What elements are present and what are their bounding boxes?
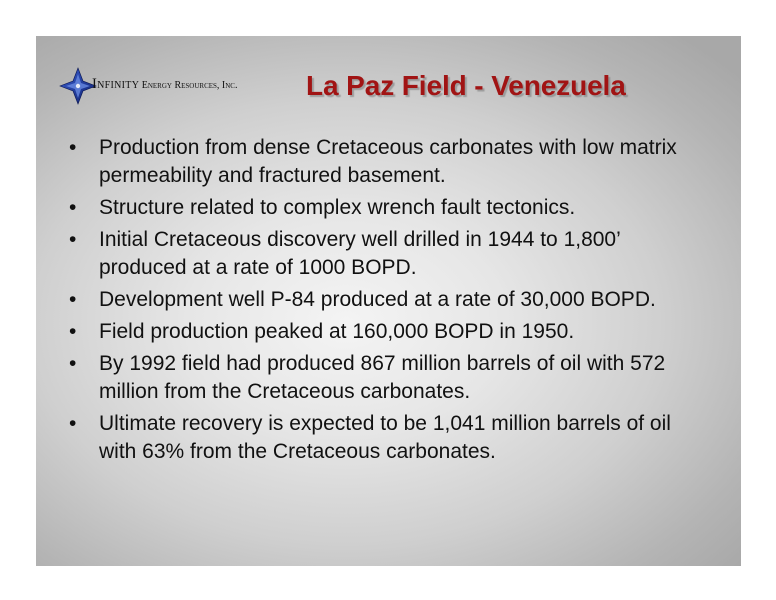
bullet-text: Field production peaked at 160,000 BOPD in 1950.: [99, 320, 575, 343]
company-logo-text: [92, 76, 237, 93]
slide: [36, 36, 741, 566]
slide-title: La Paz Field - Venezuela: [306, 70, 626, 101]
bullet-dot: •: [69, 352, 77, 375]
bullet-text: Structure related to complex wrench fault tectonics.: [99, 196, 576, 219]
bullet-item: [66, 194, 706, 222]
bullet-dot: •: [69, 320, 77, 343]
bullet-text: Production from dense Cretaceous carbonates with low matrix permeability and fractured basement.: [99, 136, 677, 187]
bullet-dot: •: [69, 136, 77, 159]
bullet-item: [66, 286, 706, 314]
bullet-dot: •: [69, 288, 77, 311]
bullet-item: [66, 318, 706, 346]
company-name: Infinity: [92, 76, 140, 92]
company-suffix: Energy Resources, Inc.: [141, 80, 238, 91]
bullet-dot: •: [69, 412, 77, 435]
bullet-text: Initial Cretaceous discovery well drilled in 1944 to 1,800’ produced at a rate of 1000 BOPD.: [99, 228, 621, 279]
bullet-text: By 1992 field had produced 867 million barrels of oil with 572 million from the Cretaceous carbonates.: [99, 352, 666, 403]
bullet-item: [66, 410, 706, 466]
bullet-item: [66, 350, 706, 406]
bullet-list: [66, 134, 706, 470]
bullet-item: [66, 226, 706, 282]
bullet-dot: •: [69, 196, 77, 219]
company-logo: [58, 66, 278, 106]
bullet-text: Development well P-84 produced at a rate of 30,000 BOPD.: [99, 288, 656, 311]
bullet-item: [66, 134, 706, 190]
bullet-text: Ultimate recovery is expected to be 1,041 million barrels of oil with 63% from the Cretaceous carbonates.: [99, 412, 671, 463]
bullet-dot: •: [69, 228, 77, 251]
